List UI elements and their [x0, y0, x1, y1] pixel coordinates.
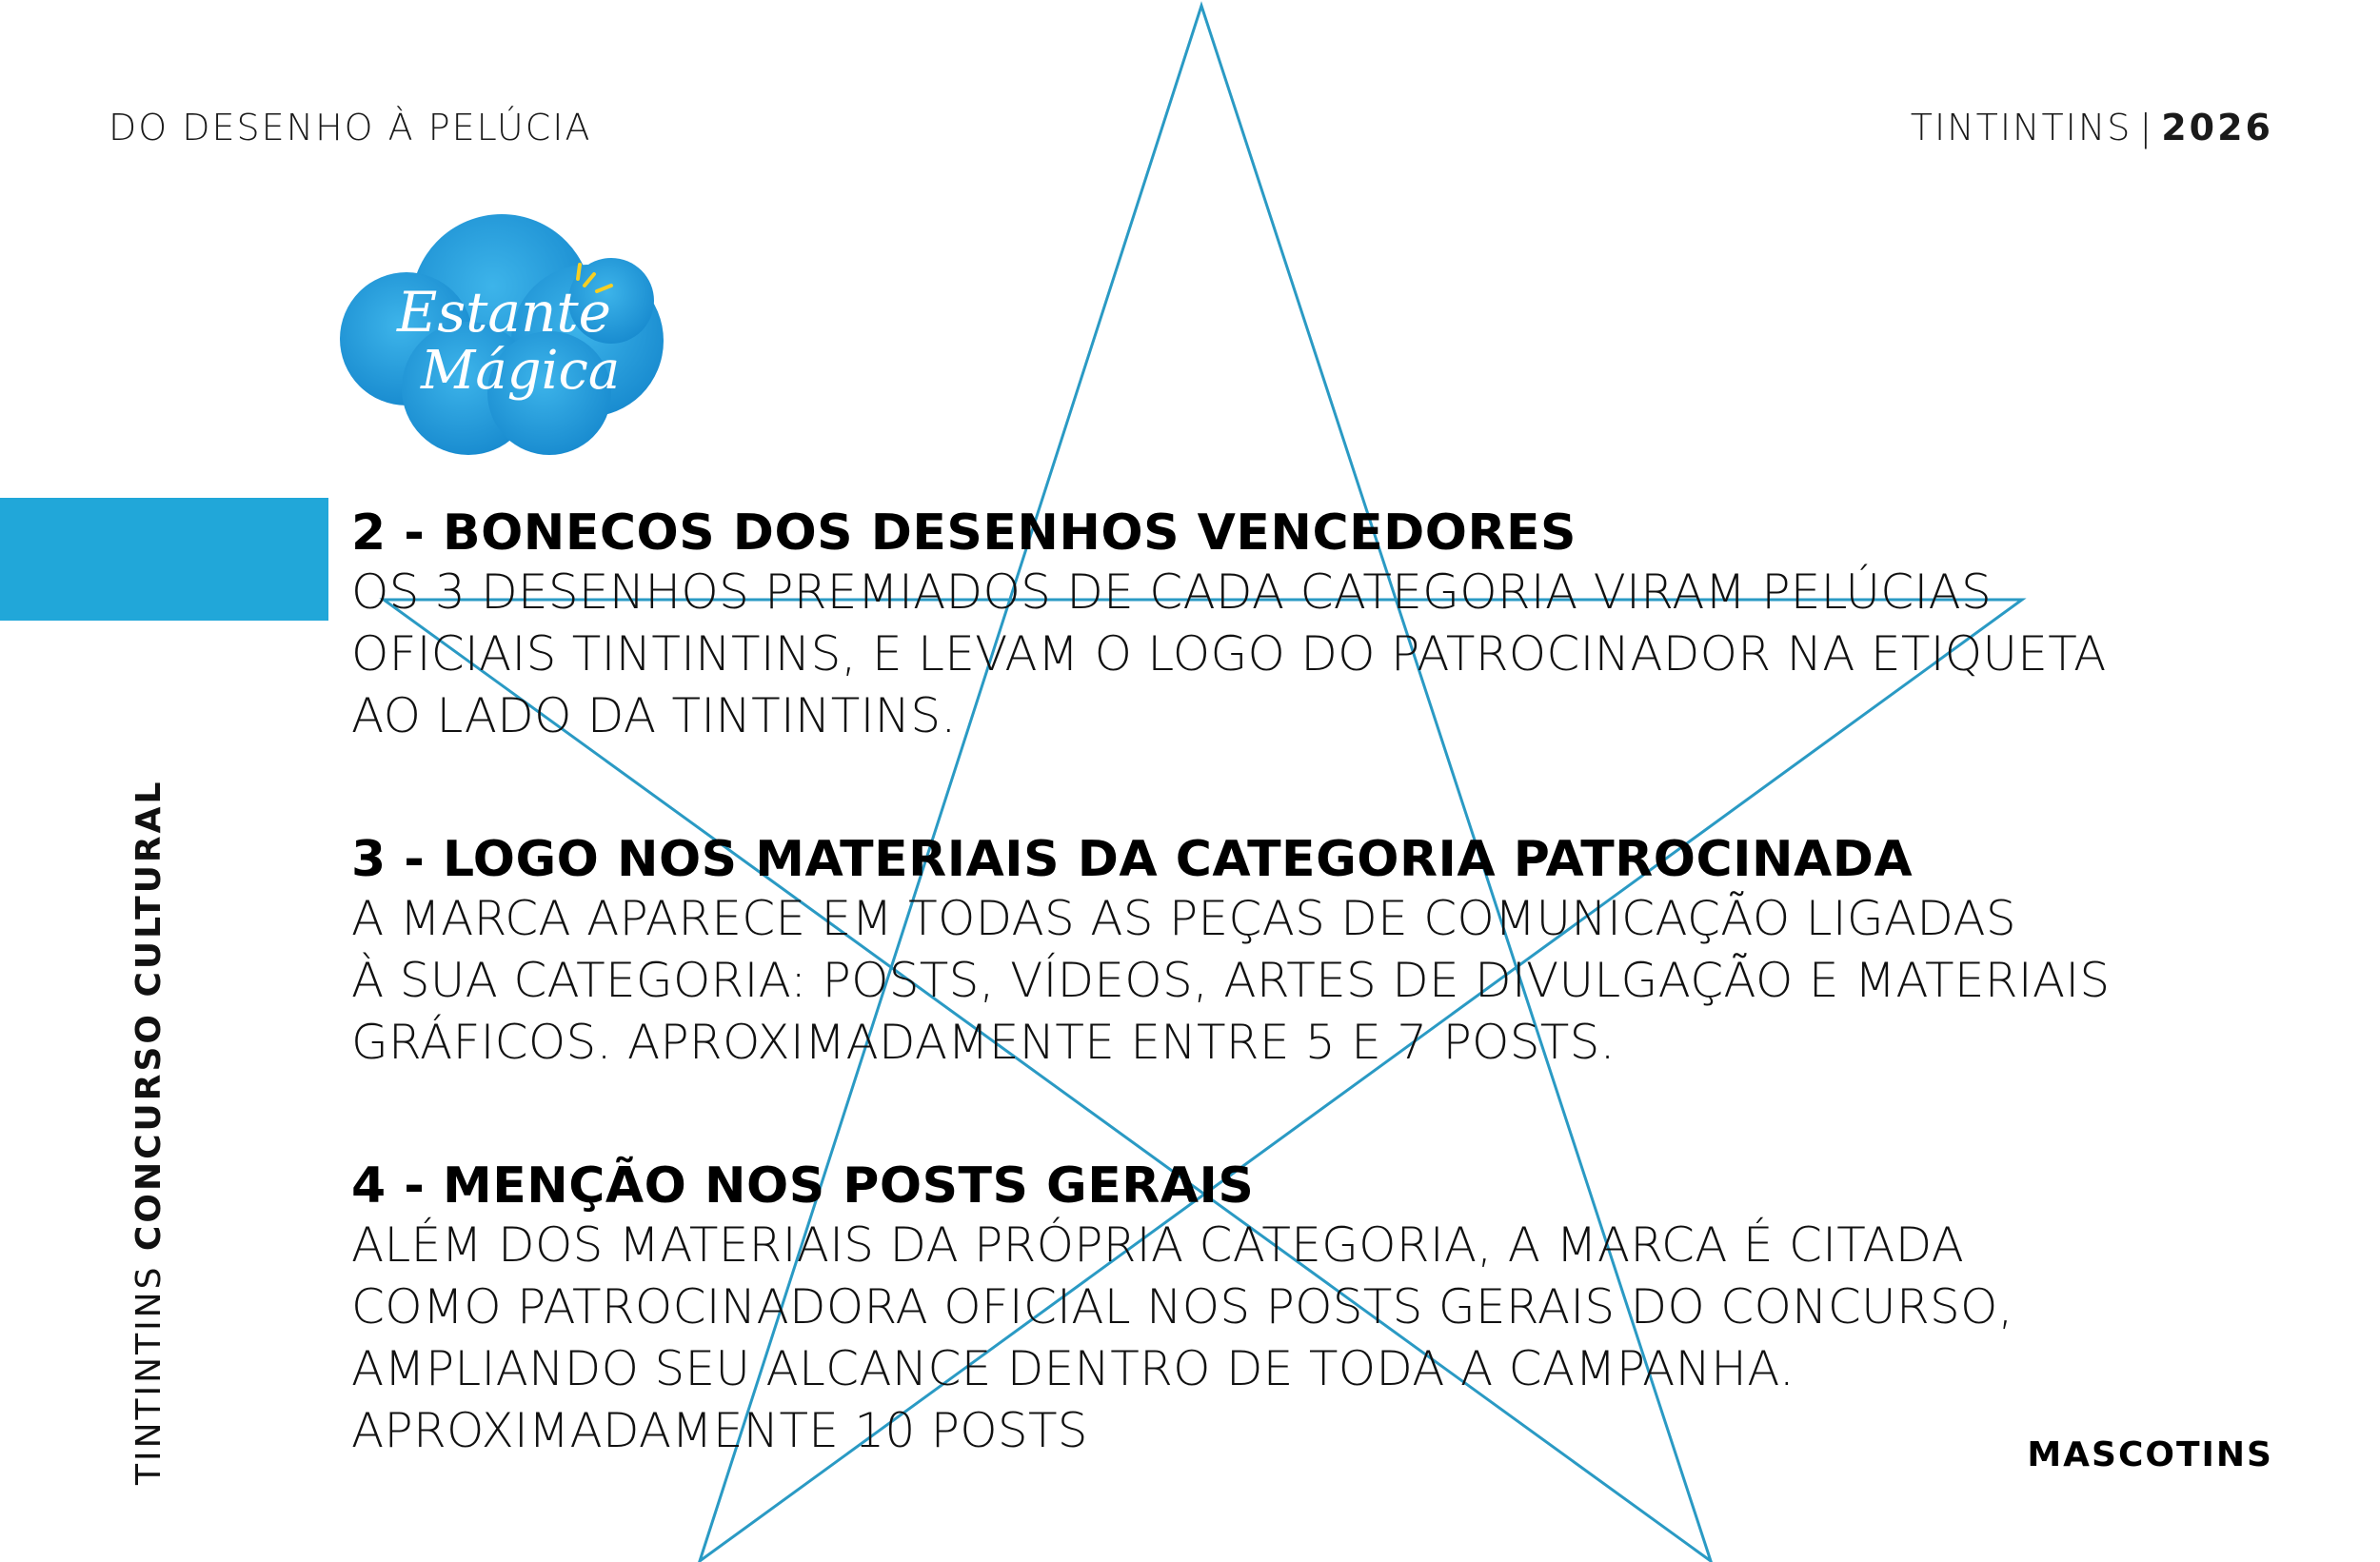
- section-title: 4 - MENÇÃO NOS POSTS GERAIS: [351, 1157, 1255, 1215]
- vertical-sidebar-label: [129, 780, 169, 1485]
- benefit-section-3: [351, 831, 2236, 1074]
- accent-bar: [0, 498, 328, 621]
- footer-tag: MASCOTINS: [2027, 1435, 2273, 1474]
- header-title: DO DESENHO À PELÚCIA: [109, 107, 592, 148]
- body-line: AO LADO DA TINTINTINS.: [351, 688, 957, 743]
- header-year: 2026: [2161, 107, 2273, 148]
- section-title: 2 - BONECOS DOS DESENHOS VENCEDORES: [351, 504, 1577, 562]
- body-line: A MARCA APARECE EM TODAS AS PEÇAS DE COMUNICAÇÃO LIGADAS: [351, 891, 2016, 946]
- header-separator: |: [2139, 107, 2154, 148]
- body-line: OFICIAIS TINTINTINS, E LEVAM O LOGO DO PATROCINADOR NA ETIQUETA: [351, 626, 2107, 682]
- header-brand: TINTINTINS: [1910, 107, 2132, 148]
- body-line: GRÁFICOS. APROXIMADAMENTE ENTRE 5 E 7 POSTS.: [351, 1015, 1616, 1070]
- sidebar-brand: TINTINTINS: [129, 1264, 169, 1485]
- section-body: [351, 888, 2236, 1074]
- section-title: 3 - LOGO NOS MATERIAIS DA CATEGORIA PATROCINADA: [351, 831, 1914, 888]
- estante-magica-logo: [335, 198, 678, 474]
- body-line: APROXIMADAMENTE 10 POSTS: [351, 1403, 1088, 1458]
- logo-line2: Mágica: [421, 340, 621, 402]
- body-line: ALÉM DOS MATERIAIS DA PRÓPRIA CATEGORIA, A MARCA É CITADA: [351, 1217, 1965, 1273]
- body-line: AMPLIANDO SEU ALCANCE DENTRO DE TODA A CAMPANHA.: [351, 1341, 1795, 1396]
- benefit-section-4: [351, 1157, 2236, 1462]
- body-line: COMO PATROCINADORA OFICIAL NOS POSTS GERAIS DO CONCURSO,: [351, 1279, 2013, 1335]
- benefit-section-2: [351, 504, 2236, 747]
- benefits-content: [351, 504, 2236, 1546]
- sidebar-label: CONCURSO CULTURAL: [129, 779, 169, 1252]
- body-line: OS 3 DESENHOS PREMIADOS DE CADA CATEGORIA VIRAM PELÚCIAS: [351, 564, 1993, 620]
- header-brand-year: [1911, 107, 2273, 148]
- body-line: À SUA CATEGORIA: POSTS, VÍDEOS, ARTES DE DIVULGAÇÃO E MATERIAIS: [351, 953, 2111, 1008]
- section-body: [351, 562, 2236, 747]
- section-body: [351, 1215, 2236, 1462]
- logo-line1: Estante: [397, 280, 611, 345]
